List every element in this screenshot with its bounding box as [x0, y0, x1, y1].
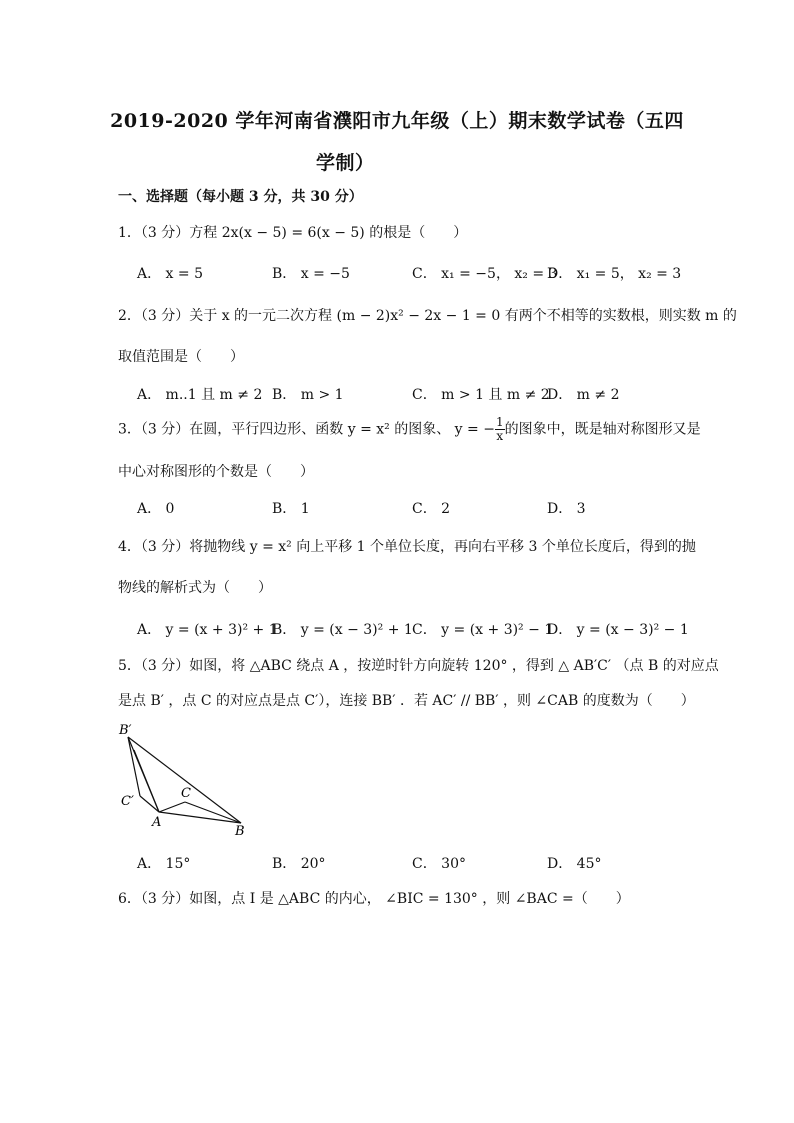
q4-option-c: C． y = (x + 3)² − 1	[412, 622, 554, 638]
q1-option-d: D． x₁ = 5， x₂ = 3	[547, 266, 682, 282]
q5-option-c: C． 30°	[412, 856, 466, 872]
q2-option-b: B． m > 1	[272, 387, 344, 403]
q3-option-c: C． 2	[412, 501, 451, 517]
fraction-numerator: 1	[495, 415, 504, 429]
q5-option-b: B． 20°	[272, 856, 326, 872]
label-b: B	[235, 824, 245, 839]
label-a: A	[152, 815, 162, 830]
question-1-stem: 1．（3 分）方程 2x(x − 5) = 6(x − 5) 的根是（ ）	[118, 225, 468, 241]
q5-option-a: A． 15°	[137, 856, 191, 872]
label-c-prime: C′	[121, 794, 134, 809]
segment-bprime-cprime	[128, 737, 140, 796]
q1-option-c: C． x₁ = −5， x₂ = 3	[412, 266, 558, 282]
label-c: C	[181, 786, 191, 801]
rotation-triangle-figure	[110, 720, 260, 845]
q1-option-a: A． x = 5	[137, 266, 203, 282]
segment-a-bprime-inner	[134, 750, 159, 812]
fraction-denominator: x	[496, 429, 504, 443]
segment-c-b	[185, 802, 241, 823]
label-b-prime: B′	[119, 723, 132, 738]
question-4-stem-line1: 4．（3 分）将抛物线 y = x² 向上平移 1 个单位长度，再向右平移 3 个单位长度后，得到的抛	[118, 539, 696, 555]
question-5-stem-line1: 5．（3 分）如图，将 △ABC 绕点 A ，按逆时针方向旋转 120° ，得到 △ AB′C′ （点 B 的对应点	[118, 658, 719, 674]
q3-option-b: B． 1	[272, 501, 310, 517]
q3-option-d: D． 3	[547, 501, 586, 517]
q4-option-a: A． y = (x + 3)² + 1	[137, 622, 278, 638]
fraction-1-over-x	[495, 416, 505, 443]
q4-option-d: D． y = (x − 3)² − 1	[547, 622, 689, 638]
question-6-stem: 6．（3 分）如图，点 I 是 △ABC 的内心， ∠BIC = 130° ，则 ∠BAC =（ ）	[118, 891, 630, 907]
question-5-stem-line2: 是点 B′ ，点 C 的对应点是点 C′），连接 BB′ ．若 AC′ // BB′ ，则 ∠CAB 的度数为（ ）	[118, 693, 695, 709]
q3-option-a: A． 0	[137, 501, 175, 517]
q2-option-a: A． m..1 且 m ≠ 2	[137, 387, 263, 403]
q5-option-d: D． 45°	[547, 856, 602, 872]
question-4-stem-line2: 物线的解析式为（ ）	[118, 580, 272, 596]
q4-option-b: B． y = (x − 3)² + 1	[272, 622, 413, 638]
section-heading: 一、选择题（每小题 3 分，共 30 分）	[118, 189, 363, 205]
q2-option-c: C． m > 1 且 m ≠ 2	[412, 387, 550, 403]
q3-stem-part2: 的图象中，既是轴对称图形又是	[504, 421, 701, 438]
segment-bprime-b	[128, 737, 241, 823]
question-3-stem-line1	[118, 416, 701, 443]
question-3-stem-line2: 中心对称图形的个数是（ ）	[118, 464, 314, 480]
q3-stem-part1: 3．（3 分）在圆，平行四边形、函数 y = x² 的图象、 y = −	[118, 421, 495, 438]
question-2-stem-line1: 2．（3 分）关于 x 的一元二次方程 (m − 2)x² − 2x − 1 = 0 有两个不相等的实数根，则实数 m 的	[118, 308, 737, 324]
q2-option-d: D． m ≠ 2	[547, 387, 620, 403]
q1-option-b: B． x = −5	[272, 266, 350, 282]
segment-a-c	[159, 802, 185, 812]
exam-title-line1: 2019-2020 学年河南省濮阳市九年级（上）期末数学试卷（五四	[110, 110, 684, 132]
question-2-stem-line2: 取值范围是（ ）	[118, 349, 244, 365]
exam-title-line2: 学制）	[316, 152, 375, 174]
